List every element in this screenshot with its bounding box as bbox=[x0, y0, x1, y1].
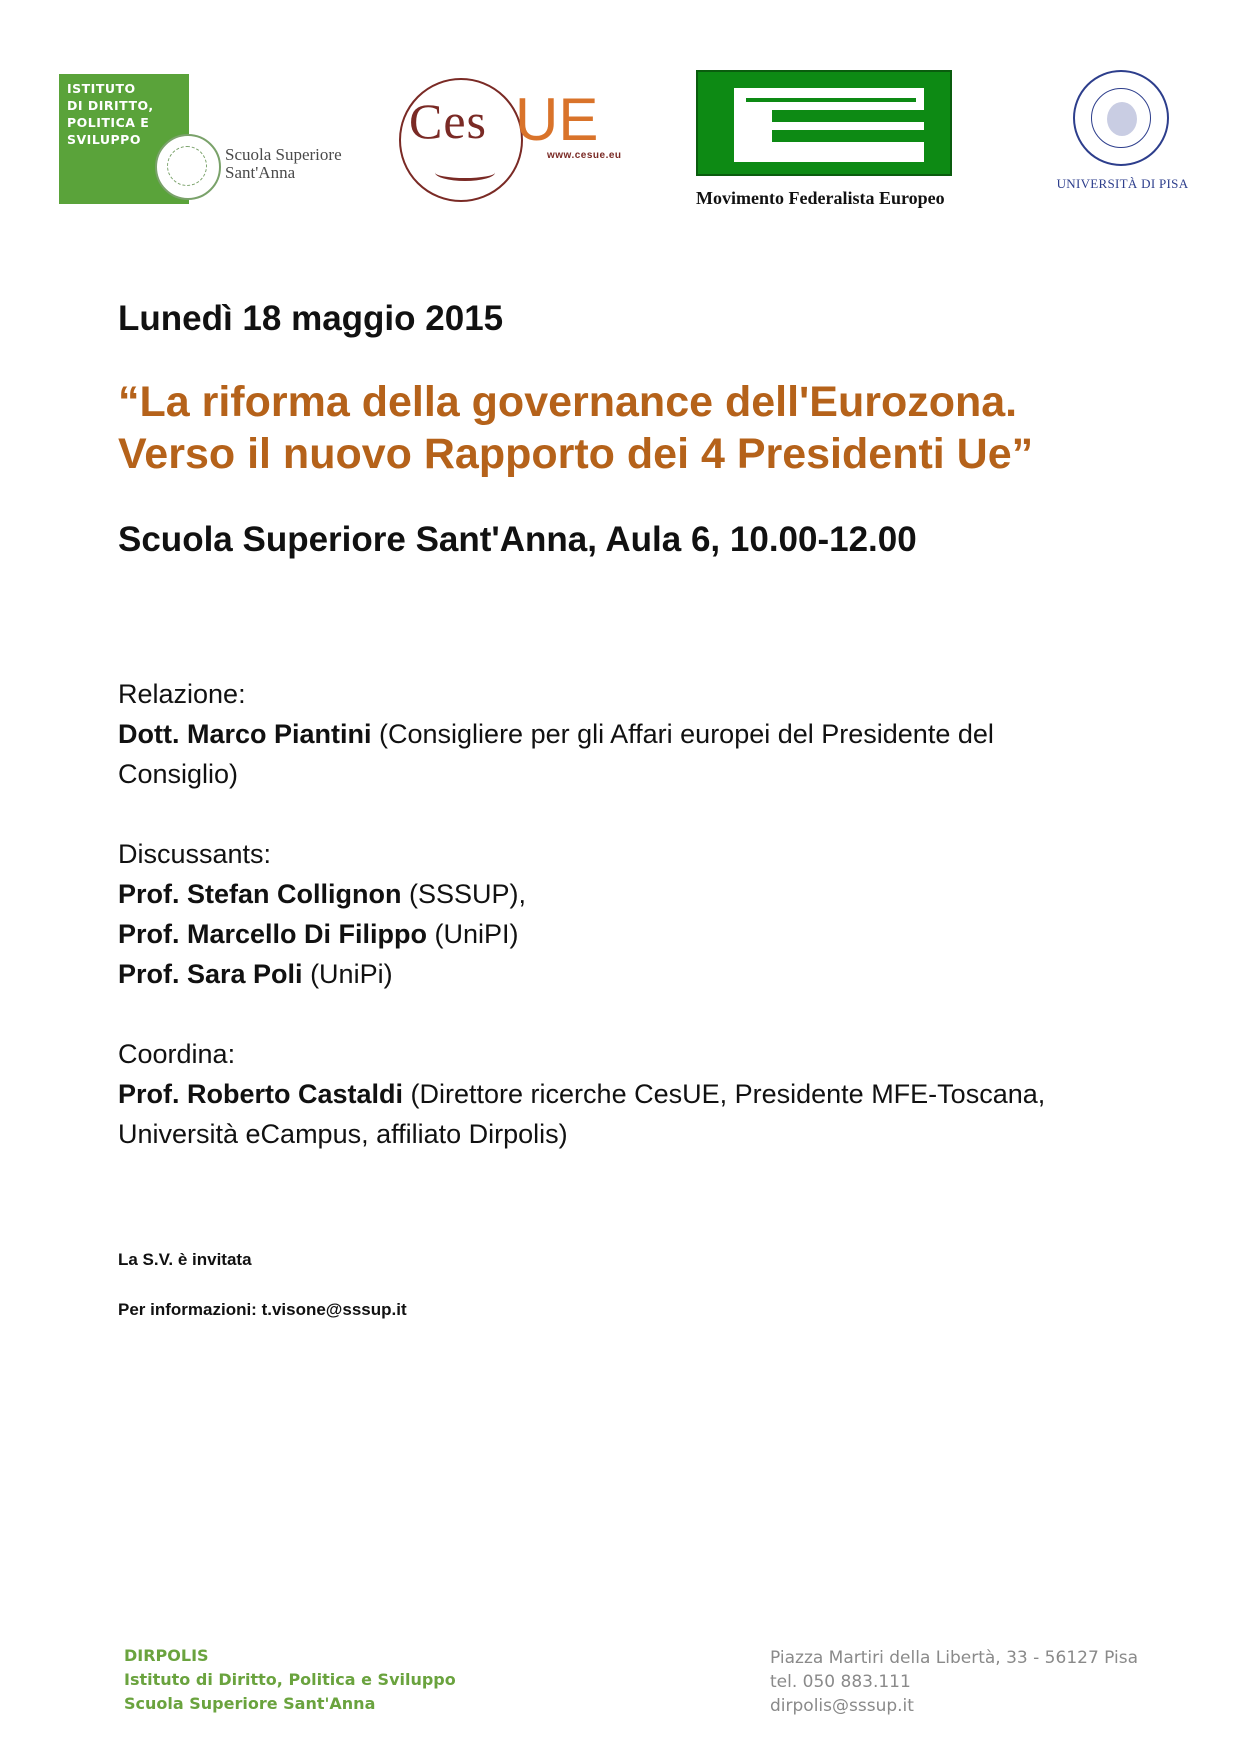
discussant-affiliation: (UniPi) bbox=[302, 959, 393, 989]
discussant-item bbox=[118, 874, 1118, 914]
footer-dirpolis-line: Istituto di Diritto, Politica e Sviluppo bbox=[124, 1670, 456, 1689]
cesue-ue-text: UE bbox=[515, 86, 599, 153]
unipi-seal-icon bbox=[1073, 70, 1169, 166]
unipi-logo bbox=[1055, 70, 1190, 200]
discussants-section bbox=[118, 834, 1118, 994]
discussant-name: Prof. Stefan Collignon bbox=[118, 879, 402, 909]
event-title: “La riforma della governance dell'Eurozona. Verso il nuovo Rapporto dei 4 Presidenti Ue” bbox=[118, 378, 1034, 478]
coordina-section bbox=[118, 1034, 1118, 1154]
footer-address bbox=[770, 1646, 1138, 1718]
discussant-affiliation: (SSSUP), bbox=[401, 879, 527, 909]
speaker-role: (Consigliere per gli Affari europei del Presidente del Consiglio) bbox=[118, 719, 994, 789]
footer-email: dirpolis@sssup.it bbox=[770, 1696, 914, 1716]
cesue-logo bbox=[395, 76, 675, 206]
footer-dirpolis-line: Scuola Superiore Sant'Anna bbox=[124, 1694, 376, 1713]
footer-address-line: Piazza Martiri della Libertà, 33 - 56127 Pisa bbox=[770, 1648, 1139, 1668]
discussant-name: Prof. Marcello Di Filippo bbox=[118, 919, 428, 949]
unipi-caption: UNIVERSITÀ DI PISA bbox=[1056, 176, 1189, 191]
discussant-name: Prof. Sara Poli bbox=[118, 959, 303, 989]
footer-phone: tel. 050 883.111 bbox=[770, 1672, 911, 1692]
dirpolis-logo bbox=[59, 74, 369, 204]
info-contact: Per informazioni: t.visone@sssup.it bbox=[118, 1300, 407, 1319]
cesue-ces-text: Ces bbox=[409, 93, 487, 149]
coordina-person bbox=[118, 1074, 1118, 1154]
footer-dirpolis-line: DIRPOLIS bbox=[124, 1646, 209, 1665]
dirpolis-school-name: Scuola Superiore Sant'Anna bbox=[225, 145, 342, 182]
discussant-affiliation: (UniPI) bbox=[427, 919, 519, 949]
coordina-heading: Coordina: bbox=[118, 1039, 236, 1069]
cesue-smile-icon bbox=[435, 164, 495, 181]
speaker-name: Dott. Marco Piantini bbox=[118, 719, 372, 749]
cesue-url: www.cesue.eu bbox=[547, 150, 622, 161]
mfe-e-icon bbox=[696, 70, 952, 176]
relazione-section bbox=[118, 674, 1118, 794]
discussants-heading: Discussants: bbox=[118, 839, 272, 869]
relazione-speaker bbox=[118, 714, 1118, 794]
coordinator-role: (Direttore ricerche CesUE, Presidente MFE-Toscana, Università eCampus, affiliato Dirpolis) bbox=[118, 1079, 1046, 1149]
discussant-item bbox=[118, 954, 1118, 994]
relazione-heading: Relazione: bbox=[118, 679, 246, 709]
event-venue: Scuola Superiore Sant'Anna, Aula 6, 10.00-12.00 bbox=[118, 520, 917, 559]
sant-anna-seal-icon bbox=[155, 134, 221, 200]
discussant-item bbox=[118, 914, 1118, 954]
mfe-caption: Movimento Federalista Europeo bbox=[696, 188, 945, 208]
dirpolis-box-text: ISTITUTO DI DIRITTO, POLITICA E SVILUPPO bbox=[67, 81, 154, 147]
footer-dirpolis bbox=[124, 1644, 456, 1716]
mfe-logo bbox=[696, 70, 986, 215]
invite-note: La S.V. è invitata bbox=[118, 1250, 252, 1269]
event-date: Lunedì 18 maggio 2015 bbox=[118, 299, 504, 338]
coordinator-name: Prof. Roberto Castaldi bbox=[118, 1079, 404, 1109]
